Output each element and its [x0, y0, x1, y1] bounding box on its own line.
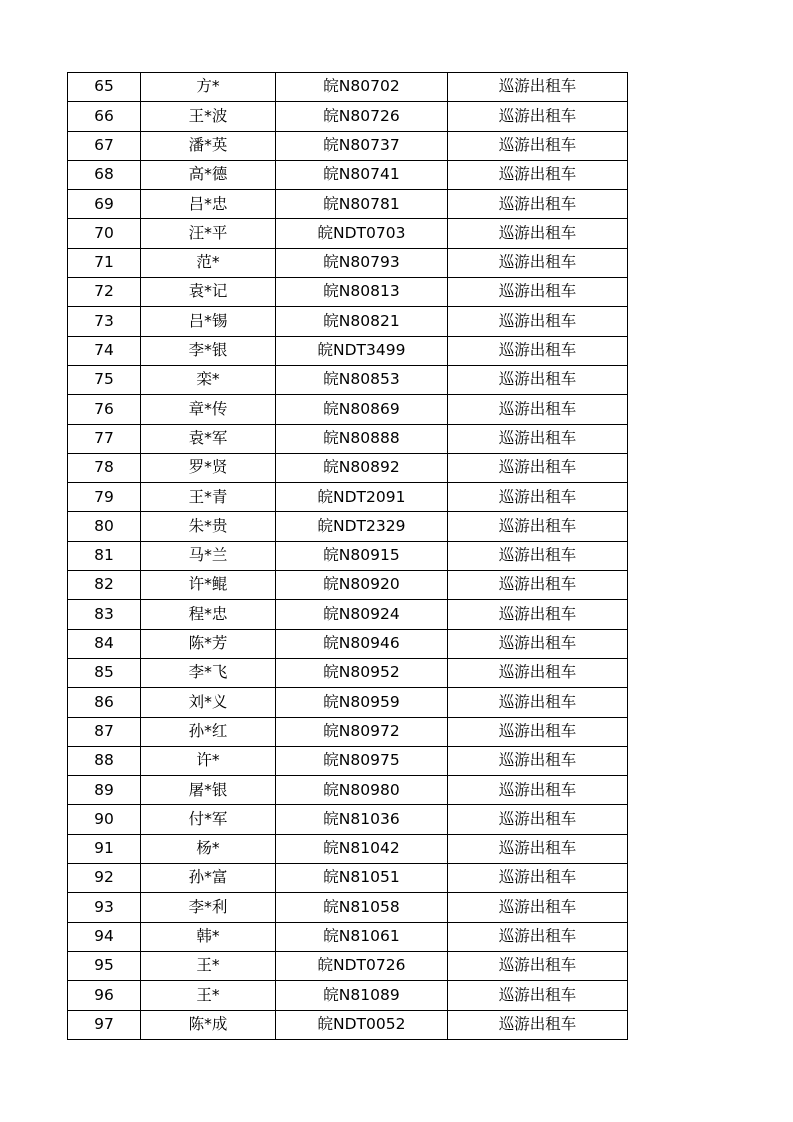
plate-number-cell: 皖N80980	[276, 776, 448, 805]
vehicle-type-cell: 巡游出租车	[448, 922, 628, 951]
table-row	[68, 512, 628, 541]
vehicle-type-cell: 巡游出租车	[448, 160, 628, 189]
row-number-cell: 96	[68, 981, 141, 1010]
plate-number-cell: 皖N80920	[276, 571, 448, 600]
row-number-cell: 71	[68, 248, 141, 277]
plate-number-cell: 皖N80821	[276, 307, 448, 336]
vehicle-type-cell: 巡游出租车	[448, 453, 628, 482]
row-number-cell: 94	[68, 922, 141, 951]
table-row	[68, 600, 628, 629]
row-number-cell: 68	[68, 160, 141, 189]
table-row	[68, 541, 628, 570]
vehicle-type-cell: 巡游出租车	[448, 512, 628, 541]
table-row	[68, 1010, 628, 1039]
driver-name-cell: 罗*贤	[141, 453, 276, 482]
vehicle-type-cell: 巡游出租车	[448, 746, 628, 775]
row-number-cell: 77	[68, 424, 141, 453]
plate-number-cell: 皖NDT0052	[276, 1010, 448, 1039]
vehicle-type-cell: 巡游出租车	[448, 248, 628, 277]
vehicle-type-cell: 巡游出租车	[448, 365, 628, 394]
table-row	[68, 219, 628, 248]
row-number-cell: 67	[68, 131, 141, 160]
vehicle-type-cell: 巡游出租车	[448, 893, 628, 922]
plate-number-cell: 皖N80741	[276, 160, 448, 189]
driver-name-cell: 付*军	[141, 805, 276, 834]
driver-name-cell: 李*利	[141, 893, 276, 922]
plate-number-cell: 皖N81036	[276, 805, 448, 834]
plate-number-cell: 皖N81051	[276, 864, 448, 893]
row-number-cell: 87	[68, 717, 141, 746]
row-number-cell: 93	[68, 893, 141, 922]
row-number-cell: 65	[68, 73, 141, 102]
table-row	[68, 658, 628, 687]
vehicle-type-cell: 巡游出租车	[448, 336, 628, 365]
vehicle-type-cell: 巡游出租车	[448, 190, 628, 219]
driver-name-cell: 李*飞	[141, 658, 276, 687]
row-number-cell: 82	[68, 571, 141, 600]
table-row	[68, 834, 628, 863]
taxi-roster-table	[67, 72, 628, 1040]
plate-number-cell: 皖N80952	[276, 658, 448, 687]
plate-number-cell: 皖NDT0703	[276, 219, 448, 248]
table-body	[68, 73, 628, 1040]
table-row	[68, 483, 628, 512]
table-row	[68, 951, 628, 980]
vehicle-type-cell: 巡游出租车	[448, 541, 628, 570]
plate-number-cell: 皖NDT2091	[276, 483, 448, 512]
vehicle-type-cell: 巡游出租车	[448, 658, 628, 687]
vehicle-type-cell: 巡游出租车	[448, 834, 628, 863]
driver-name-cell: 吕*忠	[141, 190, 276, 219]
driver-name-cell: 刘*义	[141, 688, 276, 717]
table-row	[68, 336, 628, 365]
vehicle-type-cell: 巡游出租车	[448, 73, 628, 102]
table-row	[68, 717, 628, 746]
driver-name-cell: 王*波	[141, 102, 276, 131]
row-number-cell: 74	[68, 336, 141, 365]
plate-number-cell: 皖N80915	[276, 541, 448, 570]
table-row	[68, 190, 628, 219]
driver-name-cell: 屠*银	[141, 776, 276, 805]
vehicle-type-cell: 巡游出租车	[448, 600, 628, 629]
vehicle-type-cell: 巡游出租车	[448, 102, 628, 131]
row-number-cell: 90	[68, 805, 141, 834]
plate-number-cell: 皖NDT2329	[276, 512, 448, 541]
driver-name-cell: 孙*红	[141, 717, 276, 746]
plate-number-cell: 皖N80853	[276, 365, 448, 394]
row-number-cell: 89	[68, 776, 141, 805]
plate-number-cell: 皖N80702	[276, 73, 448, 102]
vehicle-type-cell: 巡游出租车	[448, 981, 628, 1010]
vehicle-type-cell: 巡游出租车	[448, 278, 628, 307]
vehicle-type-cell: 巡游出租车	[448, 1010, 628, 1039]
plate-number-cell: 皖N80813	[276, 278, 448, 307]
table-row	[68, 981, 628, 1010]
row-number-cell: 78	[68, 453, 141, 482]
driver-name-cell: 范*	[141, 248, 276, 277]
plate-number-cell: 皖N80737	[276, 131, 448, 160]
driver-name-cell: 王*青	[141, 483, 276, 512]
driver-name-cell: 汪*平	[141, 219, 276, 248]
table-row	[68, 453, 628, 482]
vehicle-type-cell: 巡游出租车	[448, 424, 628, 453]
row-number-cell: 75	[68, 365, 141, 394]
driver-name-cell: 许*鲲	[141, 571, 276, 600]
row-number-cell: 91	[68, 834, 141, 863]
table-row	[68, 424, 628, 453]
plate-number-cell: 皖N80888	[276, 424, 448, 453]
driver-name-cell: 袁*军	[141, 424, 276, 453]
table-row	[68, 864, 628, 893]
row-number-cell: 70	[68, 219, 141, 248]
table-row	[68, 776, 628, 805]
plate-number-cell: 皖N81042	[276, 834, 448, 863]
table-row	[68, 805, 628, 834]
plate-number-cell: 皖N80975	[276, 746, 448, 775]
driver-name-cell: 程*忠	[141, 600, 276, 629]
table-row	[68, 922, 628, 951]
row-number-cell: 84	[68, 629, 141, 658]
table-row	[68, 571, 628, 600]
driver-name-cell: 袁*记	[141, 278, 276, 307]
driver-name-cell: 陈*成	[141, 1010, 276, 1039]
driver-name-cell: 李*银	[141, 336, 276, 365]
driver-name-cell: 许*	[141, 746, 276, 775]
vehicle-type-cell: 巡游出租车	[448, 307, 628, 336]
table-row	[68, 365, 628, 394]
vehicle-type-cell: 巡游出租车	[448, 395, 628, 424]
row-number-cell: 95	[68, 951, 141, 980]
plate-number-cell: 皖N80972	[276, 717, 448, 746]
vehicle-type-cell: 巡游出租车	[448, 717, 628, 746]
row-number-cell: 80	[68, 512, 141, 541]
plate-number-cell: 皖N81058	[276, 893, 448, 922]
row-number-cell: 72	[68, 278, 141, 307]
table-row	[68, 746, 628, 775]
vehicle-type-cell: 巡游出租车	[448, 688, 628, 717]
row-number-cell: 88	[68, 746, 141, 775]
table-row	[68, 102, 628, 131]
plate-number-cell: 皖N80959	[276, 688, 448, 717]
table-row	[68, 688, 628, 717]
vehicle-type-cell: 巡游出租车	[448, 219, 628, 248]
plate-number-cell: 皖N80869	[276, 395, 448, 424]
driver-name-cell: 孙*富	[141, 864, 276, 893]
table-row	[68, 248, 628, 277]
driver-name-cell: 吕*锡	[141, 307, 276, 336]
driver-name-cell: 王*	[141, 981, 276, 1010]
vehicle-type-cell: 巡游出租车	[448, 131, 628, 160]
vehicle-type-cell: 巡游出租车	[448, 483, 628, 512]
driver-name-cell: 陈*芳	[141, 629, 276, 658]
vehicle-type-cell: 巡游出租车	[448, 776, 628, 805]
vehicle-type-cell: 巡游出租车	[448, 629, 628, 658]
row-number-cell: 81	[68, 541, 141, 570]
driver-name-cell: 潘*英	[141, 131, 276, 160]
row-number-cell: 76	[68, 395, 141, 424]
row-number-cell: 85	[68, 658, 141, 687]
plate-number-cell: 皖N81089	[276, 981, 448, 1010]
row-number-cell: 69	[68, 190, 141, 219]
vehicle-type-cell: 巡游出租车	[448, 805, 628, 834]
driver-name-cell: 马*兰	[141, 541, 276, 570]
driver-name-cell: 朱*贵	[141, 512, 276, 541]
driver-name-cell: 杨*	[141, 834, 276, 863]
plate-number-cell: 皖N80793	[276, 248, 448, 277]
row-number-cell: 79	[68, 483, 141, 512]
table-row	[68, 629, 628, 658]
table-row	[68, 893, 628, 922]
row-number-cell: 97	[68, 1010, 141, 1039]
table-row	[68, 160, 628, 189]
plate-number-cell: 皖N80924	[276, 600, 448, 629]
driver-name-cell: 方*	[141, 73, 276, 102]
plate-number-cell: 皖N81061	[276, 922, 448, 951]
row-number-cell: 73	[68, 307, 141, 336]
table-row	[68, 307, 628, 336]
plate-number-cell: 皖N80726	[276, 102, 448, 131]
table-row	[68, 73, 628, 102]
plate-number-cell: 皖N80781	[276, 190, 448, 219]
vehicle-type-cell: 巡游出租车	[448, 571, 628, 600]
table-row	[68, 395, 628, 424]
vehicle-type-cell: 巡游出租车	[448, 951, 628, 980]
plate-number-cell: 皖NDT0726	[276, 951, 448, 980]
table-row	[68, 278, 628, 307]
driver-name-cell: 王*	[141, 951, 276, 980]
table-row	[68, 131, 628, 160]
vehicle-type-cell: 巡游出租车	[448, 864, 628, 893]
plate-number-cell: 皖NDT3499	[276, 336, 448, 365]
row-number-cell: 66	[68, 102, 141, 131]
driver-name-cell: 栾*	[141, 365, 276, 394]
row-number-cell: 92	[68, 864, 141, 893]
plate-number-cell: 皖N80892	[276, 453, 448, 482]
driver-name-cell: 高*德	[141, 160, 276, 189]
driver-name-cell: 韩*	[141, 922, 276, 951]
row-number-cell: 83	[68, 600, 141, 629]
driver-name-cell: 章*传	[141, 395, 276, 424]
row-number-cell: 86	[68, 688, 141, 717]
plate-number-cell: 皖N80946	[276, 629, 448, 658]
